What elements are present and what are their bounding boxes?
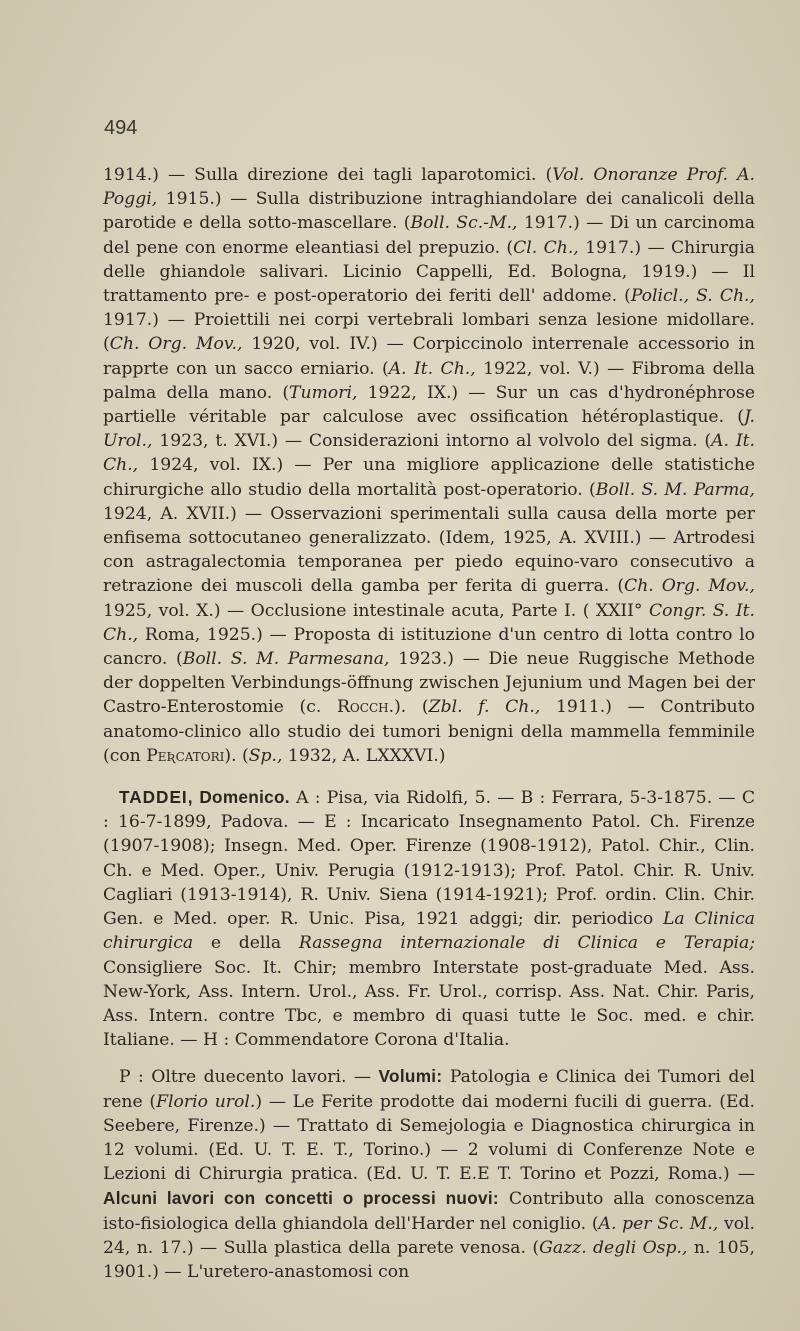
italic-citation: Tumori, [289,382,358,403]
page-text [103,163,755,1284]
italic-citation: Policl., S. Ch., [630,286,755,307]
italic-citation: Boll. S. M. Parmesana, [182,649,390,670]
italic-citation: Ch. Org. Mov., [109,334,243,355]
text-segment: 1924, A. XVII.) — Osservazioni sperimentali sulla causa della morte per enfisema sottocutaneo generalizzato. (Idem, 1925, A. XVIII.) — Artrodesi con astragalectomia temporanea per piedo equino-varo consecutivo a retrazione dei muscoli della gamba per ferita di guerra. ( [103,503,755,597]
text-segment: Contributo alla conoscenza isto-fisiologica della ghiandola dell'Harder nel coniglio. ( [103,1189,755,1234]
italic-citation: A. It. Ch., [388,358,476,379]
small-caps-name: Peʀcatori [146,745,225,766]
bold-heading: Volumi: [378,1066,443,1087]
italic-citation: Florio urol. [156,1091,256,1112]
biography-entry-paragraph [103,785,755,1052]
italic-citation: Cl. Ch., [513,237,579,258]
text-segment: A : Pisa, via Ridolfi, 5. — B : Ferrara, 5-3-1875. — C : 16-7-1899, Padova. — E : Incaricato Insegnamento Patol. Ch. Firenze (1907-1908); Insegn. Med. Oper. Firenze (1908-1912), Patol. Chir., Clin. Ch. e Med. Oper., Univ. Perugia (1912-1913); Prof. Patol. Chir. R. Univ. Cagliari (1913-1914), R. Univ. Siena (1914-1921); Prof. ordin. Clin. Chir. Gen. e Med. oper. R. Unic. Pisa, 1921 adggi; dir. periodico [103,788,755,930]
text-segment: ). ( [224,745,249,766]
italic-citation: A. It. Ch., [103,431,755,476]
bold-heading: Domenico. [193,787,290,808]
text-segment: 1920, vol. IV.) — Corpiccinolo interrenale accessorio in rapprte con un sacco erniario. ( [103,334,755,379]
text-segment: 1917.) — Proiettili nei corpi vertebrali lombari senza lesione midollare. ( [103,310,755,355]
text-segment: n. 105, 1901.) — L'uretero-anastomosi con [103,1237,755,1282]
text-segment: 1924, vol. IX.) — Per una migliore applicazione delle statistiche chirurgiche allo studio della mortalità post-operatorio. ( [103,455,755,500]
text-segment: ). ( [394,697,429,718]
italic-citation: Ch. Org. Mov., [624,576,755,597]
italic-citation: Gazz. degli Osp., [539,1237,688,1258]
text-segment: 1925, vol. X.) — Occlusione intestinale acuta, Parte I. ( XXII° [103,600,649,621]
text-segment: 1932, A. LXXXVI.) [282,745,446,766]
text-segment: P : Oltre duecento lavori. — [119,1067,379,1088]
text-segment: Consigliere Soc. It. Chir; membro Interstate post-graduate Med. Ass. New-York, Ass. Intern. Urol., Ass. Fr. Urol., corrisp. Ass. Nat. Chir. Paris, Ass. Intern. contre Tbc, e membro di quasi tutte le Soc. med. e chir. Italiane. — H : Commendatore Corona d'Italia. [103,957,755,1051]
italic-citation: Zbl. f. Ch., [428,697,541,718]
italic-citation: Vol. Onoranze Prof. A. Poggi, [103,165,755,210]
text-segment: 1917.) — Di un carcinoma del pene con enorme eleantiasi del prepuzio. ( [103,213,755,258]
text-segment: ) — Le Ferite prodotte dai moderni fucili di guerra. (Ed. Seebere, Firenze.) — Trattato di Semejologia e Diagnostica chirurgica in 12 volumi. (Ed. U. T. E. T., Torino.) — 2 volumi di Conferenze Note e Lezioni di Chirurgia pratica. (Ed. U. T. E.E T. Torino et Pozzi, Roma.) — [103,1091,755,1185]
text-segment: 1922, IX.) — Sur un cas d'hydronéphrose partielle véritable par calculose avec ossification hétéroplastique. ( [103,382,755,428]
italic-citation: La Clinica chirurgica [103,909,755,954]
italic-citation: Sp., [248,745,283,766]
text-segment: vol. 24, n. 17.) — Sulla plastica della parete venosa. ( [103,1213,755,1258]
text-segment: 1917.) — Chirurgia delle ghiandole salivari. Licinio Cappelli, Ed. Bologna, 1919.) — Il trattamento pre- e post-operatorio dei feriti dell' addome. ( [103,237,755,307]
small-caps-name: Rocch. [336,697,395,718]
italic-citation: J. Urol., [103,407,755,452]
text-segment: 1911.) — Contributo anatomo-clinico allo studio dei tumori benigni della mammella femminile (con [103,697,755,766]
italic-citation: Boll. S. M. Parma, [595,479,755,500]
page-number: 494 [104,117,138,139]
text-segment: 1915.) — Sulla distribuzione intraghiandolare dei canalicoli della parotide e della sotto-mascellare. ( [103,189,755,234]
text-segment: Roma, 1925.) — Proposta di istituzione d'un centro di lotta contro lo cancro. ( [103,624,755,670]
works-paragraph [103,1064,755,1284]
text-segment: 1914.) — Sulla direzione dei tagli laparotomici. ( [103,165,553,185]
text-segment: e della [193,933,299,954]
text-segment: Patologia e Clinica dei Tumori del rene ( [103,1067,755,1112]
italic-citation: Boll. Sc.-M., [410,213,518,234]
text-segment: 1923, t. XVI.) — Considerazioni intorno al volvolo del sigma. ( [152,431,712,452]
italic-citation: A. per Sc. M., [598,1213,719,1234]
text-segment: 1923.) — Die neue Ruggische Methode der doppelten Verbindungs-öffnung zwischen Jejunium und Magen bei der Castro-Enterostomie (c. [103,649,755,718]
italic-citation: Rassegna internazionale di Clinica e Terapia; [298,933,755,954]
bold-heading: TADDEI, [119,787,194,808]
bibliography-paragraph [103,163,755,768]
italic-citation: Congr. S. It. Ch., [103,600,756,645]
text-segment: 1922, vol. V.) — Fibroma della palma della mano. ( [103,358,756,403]
bold-heading: Alcuni lavori con concetti o processi nuovi: [103,1188,499,1209]
